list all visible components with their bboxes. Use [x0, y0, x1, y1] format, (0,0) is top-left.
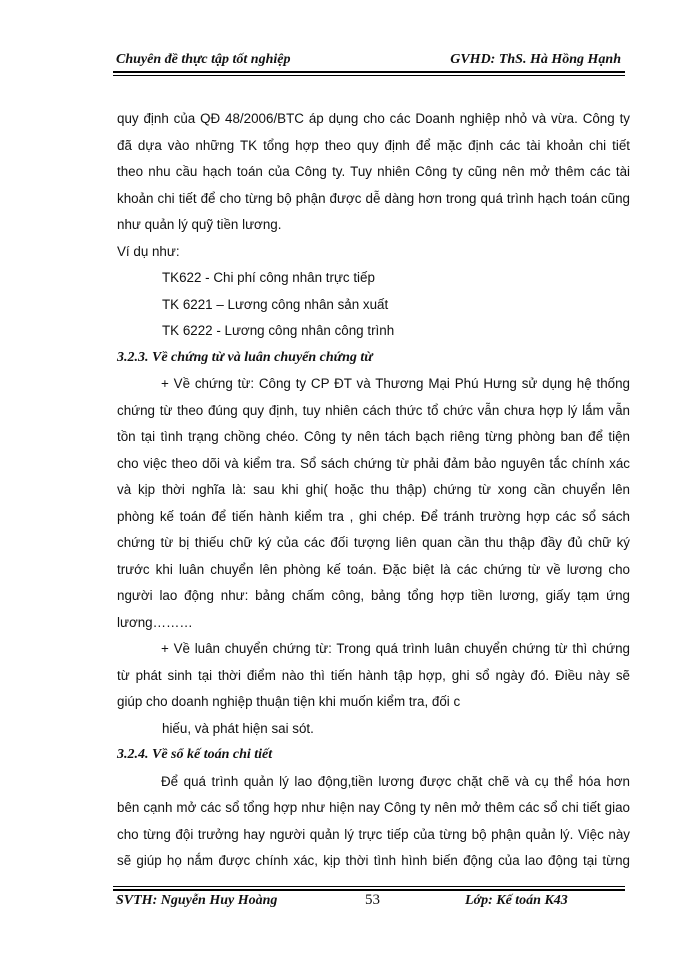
text-line: tồn tại tình trạng chồng chéo. Công ty nên tách bạch riêng từng phòng ban để tiện: [117, 429, 630, 444]
text-line: + Về luân chuyển chứng từ: Trong quá trình luân chuyển chứng từ thì chứng: [161, 641, 630, 656]
text-line: trước khi luân chuyển lên phòng kế toán. Đặc biệt là các chứng từ về lương cho: [117, 561, 630, 577]
text-line: từ phát sinh tại thời điểm nào thì tiến hành tập hợp, ghi sổ ngày đó. Điều này sẽ: [117, 667, 630, 683]
text-line: quy định của QĐ 48/2006/BTC áp dụng cho các Doanh nghiệp nhỏ và vừa. Công ty: [117, 111, 630, 126]
text-line: cho việc theo dõi và kiểm tra. Sổ sách chứng từ phải đảm bảo nguyên tắc chính xác: [117, 455, 630, 471]
text-line: lương………: [117, 614, 193, 630]
page-header: [113, 50, 625, 72]
text-line: bên cạnh mở các sổ tổng hợp như hiện nay Công ty nên mở thêm các sổ chi tiết giao: [117, 800, 630, 815]
text-line: cho từng đội trưởng hay người quản lý trực tiếp của từng bộ phận quản lý. Việc này: [117, 826, 630, 842]
footer-rule-thin: [113, 886, 625, 887]
text-line: + Về chứng từ: Công ty CP ĐT và Thương Mại Phú Hưng sử dụng hệ thống: [161, 376, 630, 391]
footer-student: SVTH: Nguyễn Huy Hoàng: [116, 893, 278, 908]
text-line: theo nhu cầu hạch toán của Công ty. Tuy nhiên Công ty cũng nên mở thêm các tài: [117, 164, 630, 179]
example-label: Ví dụ như:: [117, 243, 180, 259]
header-title: Chuyên đề thực tập tốt nghiệp: [116, 52, 291, 67]
text-line: và kịp thời nghĩa là: sau khi ghi( hoặc thu thập) chứng từ xong cần chuyển lên: [117, 482, 630, 497]
header-rule-thin: [113, 75, 625, 76]
text-line: sẽ giúp họ nắm được chính xác, kịp thời tình hình biến động của lao động tại từng: [117, 853, 630, 868]
page-number: 53: [365, 892, 380, 908]
section-heading-3-2-3: 3.2.3. Về chứng từ và luân chuyển chứng từ: [117, 349, 373, 365]
text-line: như quản lý quỹ tiền lương.: [117, 217, 282, 232]
text-line: hiếu, và phát hiện sai sót.: [162, 720, 314, 736]
text-line: người lao động như: bảng chấm công, bảng tổng hợp tiền lương, giấy tạm ứng: [117, 588, 630, 603]
text-line: Để quá trình quản lý lao động,tiền lương được chặt chẽ và cụ thể hóa hơn: [161, 773, 630, 789]
footer-class: Lớp: Kế toán K43: [465, 893, 568, 908]
example-item: TK 6221 – Lương công nhân sản xuất: [162, 296, 389, 312]
example-item: TK622 - Chi phí công nhân trực tiếp: [162, 270, 375, 285]
text-line: chứng từ theo đúng quy định, tuy nhiên cách thức tổ chức vẫn chưa hợp lý lắm vẫn: [117, 402, 630, 418]
example-item: TK 6222 - Lương công nhân công trình: [162, 323, 395, 338]
page-footer: [113, 886, 625, 912]
header-advisor: GVHD: ThS. Hà Hồng Hạnh: [450, 52, 621, 67]
text-line: giúp cho doanh nghiệp thuận tiện khi muốn kiểm tra, đối c: [117, 694, 461, 709]
header-rule-thick: [113, 71, 625, 73]
text-line: chứng từ bị thiếu chữ ký của các đối tượng liên quan cần thu thập đầy đủ chữ ký: [117, 535, 630, 550]
footer-rule-thick: [113, 889, 625, 891]
text-line: đã dựa vào những TK tổng hợp theo quy định để mặc định các tài khoản chi tiết: [117, 137, 630, 153]
section-heading-3-2-4: 3.2.4. Về sổ kế toán chi tiết: [117, 747, 273, 762]
page-body: [117, 106, 630, 875]
text-line: khoản chi tiết để cho từng bộ phận được dễ dàng hơn trong quá trình hạch toán cũng: [117, 190, 630, 206]
text-line: phòng kế toán để tiến hành kiểm tra , ghi chép. Để tránh trường hợp các sổ sách: [117, 508, 630, 524]
